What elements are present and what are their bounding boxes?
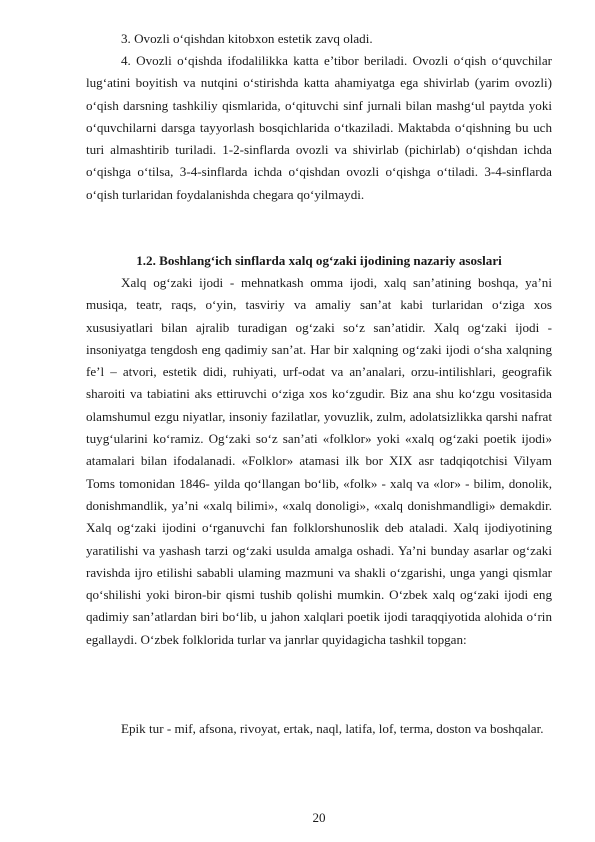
- paragraph-item-4: 4. Ovozli o‘qishda ifodalilikka katta e’tibor beriladi. Ovozli o‘qish o‘quvchilar lug‘atini boyitish va nutqini o‘stirishda katta ahamiyatga ega shivirlab (yarim ovozli) o‘qish darsning tashkiliy qismlarida, o‘qituvchi sinf jurnali bilan mashg‘ul paytda yoki o‘quvchilarni darsga tayyorlash bosqichlarida o‘tkaziladi. Maktabda o‘qishning bu uch turi almashtirib turiladi. 1-2-sinflarda ovozli va shivirlab (pichirlab) o‘qishdan ichda o‘qishga o‘tilsa, 3-4-sinflarda ichda o‘qishdan ovozli o‘qishga o‘tiladi. 3-4-sinflarda o‘qish turlaridan foydalanishda chegara qo‘yilmaydi.: [86, 53, 552, 202]
- body-paragraph-epic: Epik tur - mif, afsona, rivoyat, ertak, naql, latifa, lof, terma, doston va boshqalar.: [121, 721, 544, 736]
- page-number: 20: [312, 810, 326, 825]
- body-paragraph: Xalq og‘zaki ijodi - mehnatkash omma ijodi, xalq san’atining boshqa, ya’ni musiqa, teatr, raqs, o‘yin, tasviriy va amaliy san’at kabi turlaridan o‘ziga xos xususiyatlari bilan ajralib turadigan og‘zaki so‘z san’atidir. Xalq og‘zaki ijodi - insoniyatga tengdosh eng qadimiy san’at. Har bir xalqning og‘zaki ijodi o‘sha xalqning fe’l – atvori, estetik didi, ruhiyati, urf-odat va an’analari, orzu-intilishlari, geografik sharoiti va tabiatini aks ettiruvchi o‘ziga xos ko‘zgudir. Biz ana shu ko‘zgu vositasida olamshumul ezgu niyatlar, insoniy fazilatlar, yovuzlik, zulm, adolatsizlikka qarshi nafrat tuyg‘ularini ko‘ramiz. Og‘zaki so‘z san’ati «folklor» yoki «xalq og‘zaki poetik ijodi» atamalari bilan ifodalanadi. «Folklor» atamasi ilk bor XIX asr tadqiqotchisi Vilyam Toms tomonidan 1846- yilda qo‘llangan bo‘lib, «folk» - xalq va «lor» - bilim, donolik, donishmandlik, ya’ni «xalq bilimi», «xalq donoligi», «xalq donishmandligi» demakdir. Xalq og‘zaki ijodini o‘rganuvchi fan folklorshunoslik deb ataladi. Xalq ijodiyotining yaratilishi va yashash tarzi og‘zaki usulda amalga oshadi. Ya’ni bunday asarlar og‘zaki ravishda ijro etilishi sababli ulaming mazmuni va shakli o‘zgarishi, unga yangi qismlar qo‘shilishi yoki biron-bir qismi tushib qolishi mumkin. O‘zbek xalq og‘zaki ijodi eng qadimiy san’atlardan biri bo‘lib, u jahon xalqlari poetik ijodi taraqqiyotida alohida o‘rin egallaydi. O‘zbek folklorida turlar va janrlar quyidagicha tashkil topgan:: [86, 275, 552, 647]
- section-heading: 1.2. Boshlang‘ich sinflarda xalq og‘zaki ijodining nazariy asoslari: [136, 253, 502, 268]
- paragraph-item-3: 3. Ovozli o‘qishdan kitobxon estetik zavq oladi.: [121, 31, 373, 46]
